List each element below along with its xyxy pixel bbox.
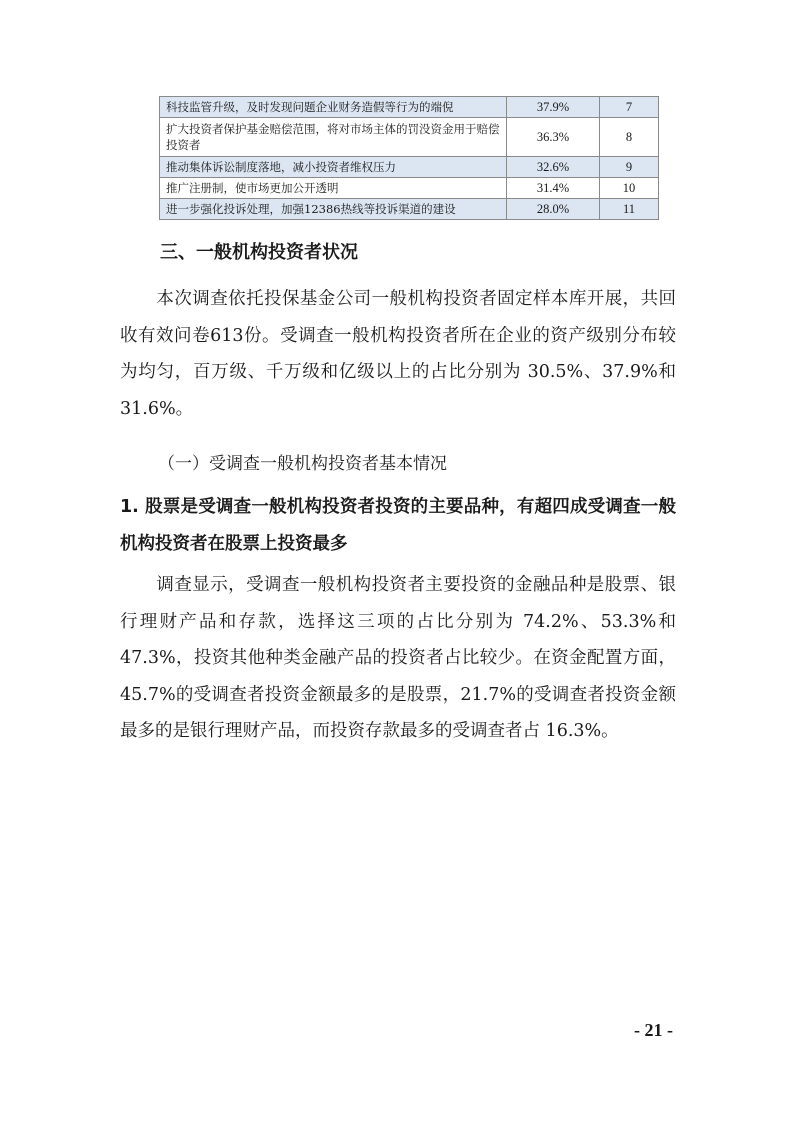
table-cell-item: 科技监管升级，及时发现问题企业财务造假等行为的端倪 [160,97,507,118]
point-body-text: 调查显示，受调查一般机构投资者主要投资的金融品种是股票、银行理财产品和存款，选择这三项的占比分别为 74.2%、53.3%和 47.3%，投资其他种类金融产品的投资者占比较少。在资金配置方面，45.7%的受调查者投资金额最多的是股票，21.7%的受调查者投资金额最多的是银行理财产品，而投资存款最多的受调查者占 16.3%。 [120,575,676,741]
table-cell-percent: 28.0% [507,199,600,220]
table-cell-percent: 37.9% [507,97,600,118]
table-cell-rank: 10 [600,178,659,199]
table-cell-item: 扩大投资者保护基金赔偿范围，将对市场主体的罚没资金用于赔偿投资者 [160,118,507,157]
table-row [160,157,659,178]
page-number: - 21 - [634,1020,673,1040]
table-cell-rank: 11 [600,199,659,220]
table-cell-percent: 31.4% [507,178,600,199]
table-cell-item: 推动集体诉讼制度落地，减小投资者维权压力 [160,157,507,178]
point-heading [120,489,676,562]
table-cell-item: 进一步强化投诉处理，加强12386热线等投诉渠道的建设 [160,199,507,220]
intro-text: 本次调查依托投保基金公司一般机构投资者固定样本库开展，共回收有效问卷613份。受调查一般机构投资者所在企业的资产级别分布较为均匀，百万级、千万级和亿级以上的占比分别为 30.5%、37.9%和31.6%。 [120,289,676,419]
table-cell-percent: 36.3% [507,118,600,157]
table-cell-rank: 9 [600,157,659,178]
table-row [160,118,659,157]
subsection-heading: （一）受调查一般机构投资者基本情况 [158,454,447,474]
table-row [160,97,659,118]
table-cell-percent: 32.6% [507,157,600,178]
table-cell-rank: 8 [600,118,659,157]
table-row [160,199,659,220]
point-heading-text: 1. 股票是受调查一般机构投资者投资的主要品种，有超四成受调查一般机构投资者在股票上投资最多 [120,497,676,554]
intro-paragraph [120,281,676,427]
table-cell-item: 推广注册制，使市场更加公开透明 [160,178,507,199]
section-heading: 三、一般机构投资者状况 [160,242,358,263]
survey-result-table [159,96,659,220]
table-cell-rank: 7 [600,97,659,118]
point-body-paragraph [120,567,676,750]
table-row [160,178,659,199]
